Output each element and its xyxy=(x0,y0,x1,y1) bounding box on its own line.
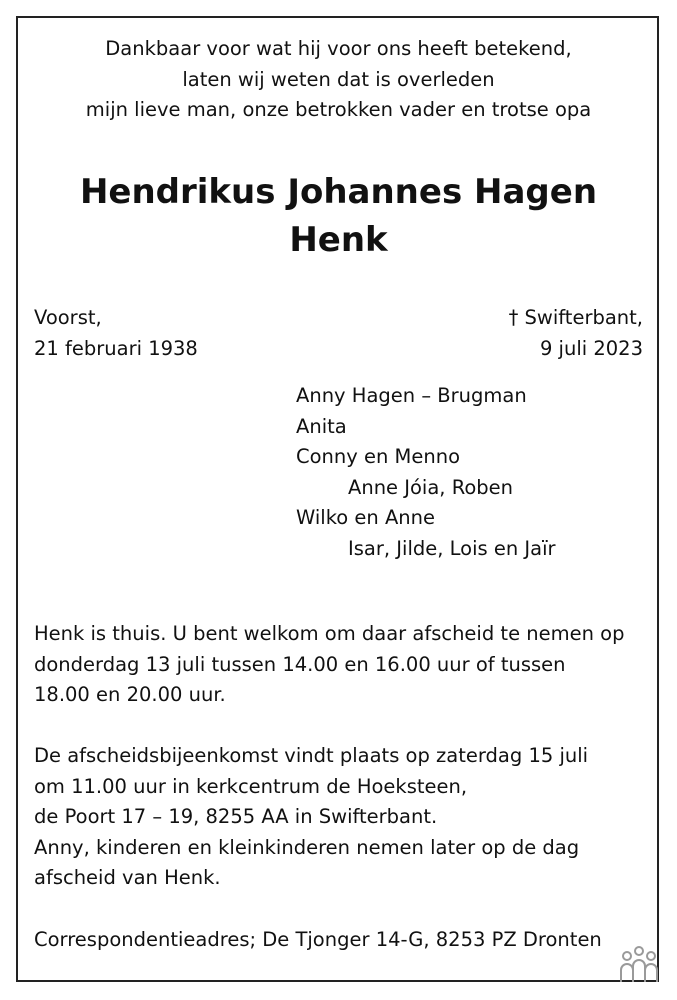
ceremony-line: de Poort 17 – 19, 8255 AA in Swifterbant. xyxy=(34,805,438,828)
birth-info xyxy=(34,302,198,364)
correspondence-line: Correspondentieadres; De Tjonger 14-G, 8253 PZ Dronten xyxy=(34,928,602,951)
family-list xyxy=(296,381,556,564)
intro-line: Dankbaar voor wat hij voor ons heeft betekend, xyxy=(105,37,572,60)
visitation-line: 18.00 en 20.00 uur. xyxy=(34,683,226,706)
family-member-grandchildren: Anne Jóia, Roben xyxy=(348,475,514,499)
ceremony-paragraph xyxy=(34,741,654,894)
visitation-line: donderdag 13 juli tussen 14.00 en 16.00 uur of tussen xyxy=(34,652,566,676)
ceremony-line: De afscheidsbijeenkomst vindt plaats op zaterdag 15 juli xyxy=(34,744,589,767)
family-member: Wilko en Anne xyxy=(296,506,436,529)
correspondence-address xyxy=(34,925,654,956)
ceremony-line: om 11.00 uur in kerkcentrum de Hoeksteen, xyxy=(34,774,468,798)
visitation-paragraph xyxy=(34,619,654,711)
death-info xyxy=(509,302,643,364)
deceased-full-name: Hendrikus Johannes Hagen xyxy=(79,172,598,212)
family-member: Conny en Menno xyxy=(296,445,461,468)
family-member: Anita xyxy=(296,414,347,438)
family-member: Anny Hagen – Brugman xyxy=(296,384,527,407)
family-member-grandchildren: Isar, Jilde, Lois en Jaïr xyxy=(348,536,556,560)
death-date: 9 juli 2023 xyxy=(539,337,643,360)
death-place: † Swifterbant, xyxy=(508,306,643,329)
people-group-icon xyxy=(617,944,661,984)
dates-row xyxy=(34,302,643,364)
birth-place: Voorst, xyxy=(34,306,102,329)
deceased-name-block xyxy=(0,168,677,264)
birth-date: 21 februari 1938 xyxy=(34,337,198,360)
ceremony-line: afscheid van Henk. xyxy=(34,866,221,889)
intro-text xyxy=(0,34,677,126)
visitation-line: Henk is thuis. U bent welkom om daar afscheid te nemen op xyxy=(34,622,625,645)
intro-line: laten wij weten dat is overleden xyxy=(182,67,495,91)
ceremony-line: Anny, kinderen en kleinkinderen nemen later op de dag xyxy=(34,835,580,859)
deceased-nickname: Henk xyxy=(289,220,388,260)
intro-line: mijn lieve man, onze betrokken vader en trotse opa xyxy=(85,98,592,121)
